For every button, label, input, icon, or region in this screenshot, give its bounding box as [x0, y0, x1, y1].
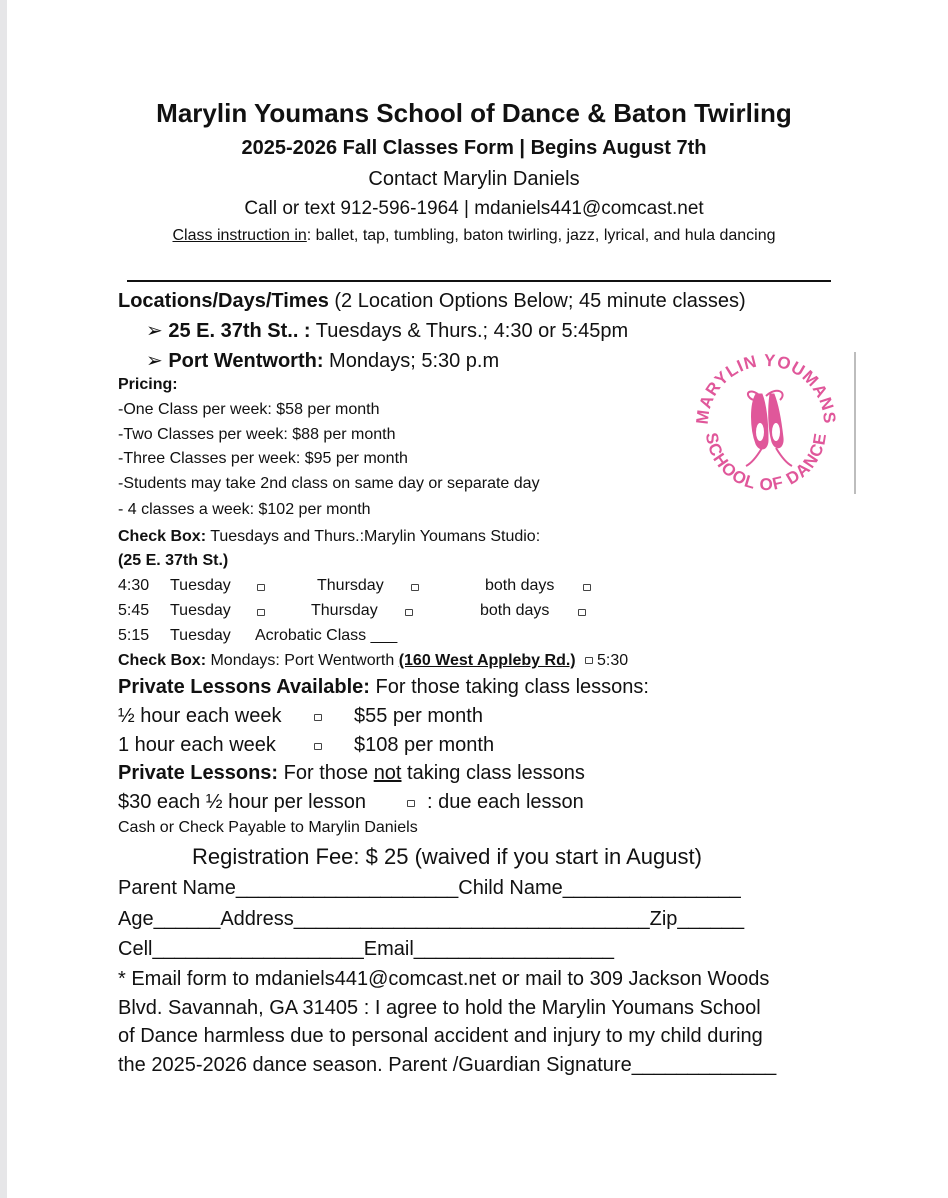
- schedule-time: 4:30: [118, 577, 150, 594]
- private-option-row: [118, 734, 495, 757]
- acro-row: [118, 627, 398, 645]
- schedule-row: [118, 577, 555, 595]
- schedule-day: both days: [480, 602, 550, 619]
- schedule-row: [118, 602, 550, 620]
- per-lesson-checkbox[interactable]: [407, 800, 415, 807]
- studio-checkbox-line: [118, 528, 540, 546]
- footer-line: * Email form to mdaniels441@comcast.net or mail to 309 Jackson Woods: [118, 968, 770, 990]
- instruction-line: [0, 227, 948, 245]
- logo-top-text: MARYLIN YOUMANS: [692, 352, 840, 426]
- registration-fee: Registration Fee: $ 25 (waived if you start in August): [192, 844, 702, 869]
- private-option-label: $30 each ½ hour per lesson: [118, 791, 366, 813]
- private-option-price: $55 per month: [354, 705, 483, 727]
- instruction-text: : ballet, tap, tumbling, baton twirling, jazz, lyrical, and hula dancing: [306, 227, 776, 244]
- footer-line: of Dance harmless due to personal accident and injury to my child during: [118, 1025, 763, 1047]
- private-heading: Private Lessons Available:: [118, 676, 370, 698]
- page-title: Marylin Youmans School of Dance & Baton Twirling: [156, 98, 792, 128]
- private-heading-2-not: not: [373, 762, 402, 784]
- thursday-430-checkbox[interactable]: [411, 584, 419, 591]
- location-1: [146, 318, 628, 343]
- acro-time: 5:15: [118, 627, 150, 644]
- private-heading-2: Private Lessons:: [118, 762, 279, 784]
- both-days-545-checkbox[interactable]: [578, 609, 586, 616]
- form-row-address: [118, 908, 744, 931]
- school-logo: [684, 352, 856, 494]
- studio-address-text: (25 E. 37th St.): [118, 552, 229, 569]
- thursday-545-checkbox[interactable]: [405, 609, 413, 616]
- private-option-price: $108 per month: [354, 734, 495, 756]
- zip-field[interactable]: Zip______: [649, 908, 745, 930]
- pricing-item: -Three Classes per week: $95 per month: [118, 450, 408, 467]
- port-checkbox-line: [118, 652, 628, 670]
- private-option-label: 1 hour each week: [118, 734, 276, 756]
- pricing-item: -One Class per week: $58 per month: [118, 401, 380, 418]
- schedule-day: Thursday: [311, 602, 378, 619]
- private-heading-2-text: taking class lessons: [401, 762, 585, 784]
- page-subtitle: 2025-2026 Fall Classes Form | Begins August 7th: [241, 137, 707, 159]
- contact-line: Contact Marylin Daniels: [368, 168, 580, 190]
- both-days-430-checkbox[interactable]: [583, 584, 591, 591]
- logo-bottom-text: SCHOOL OF DANCE: [701, 431, 831, 494]
- age-field[interactable]: Age______: [118, 908, 221, 930]
- phone-email-line: Call or text 912-596-1964 | mdaniels441@comcast.net: [244, 198, 704, 219]
- private-option-label: ½ hour each week: [118, 705, 282, 727]
- ballet-shoes-icon: [746, 391, 792, 466]
- tuesday-545-checkbox[interactable]: [257, 609, 265, 616]
- locations-note: (2 Location Options Below; 45 minute classes): [328, 290, 746, 312]
- acro-class-field[interactable]: Acrobatic Class ___: [255, 627, 398, 644]
- arrow-icon: ➢: [146, 320, 163, 342]
- form-row-contact: [118, 938, 614, 961]
- tuesday-430-checkbox[interactable]: [257, 584, 265, 591]
- logo-seal: [684, 352, 852, 494]
- schedule-day: both days: [485, 577, 555, 594]
- arrow-icon: ➢: [146, 350, 163, 372]
- location-2-text: Mondays; 5:30 p.m: [323, 350, 500, 372]
- half-hour-weekly-checkbox[interactable]: [314, 714, 322, 721]
- form-row-names: [118, 877, 741, 900]
- port-checkbox-text: Mondays: Port Wentworth: [206, 652, 399, 669]
- location-2: [146, 348, 499, 373]
- location-1-label: 25 E. 37th St.. :: [168, 320, 311, 342]
- schedule-day: Tuesday: [170, 577, 231, 594]
- cell-field[interactable]: Cell___________________: [118, 938, 364, 960]
- port-530-checkbox[interactable]: [585, 657, 593, 664]
- private-heading-2-text: For those: [278, 762, 374, 784]
- private-option-suffix: : due each lesson: [427, 791, 584, 813]
- locations-heading: Locations/Days/Times: [118, 290, 329, 312]
- pricing-item: -Two Classes per week: $88 per month: [118, 426, 396, 443]
- divider-rule: [127, 280, 831, 282]
- private-lessons-line-2: [118, 762, 585, 785]
- email-field[interactable]: Email__________________: [363, 938, 615, 960]
- port-address: (160 West Appleby Rd.): [398, 652, 576, 669]
- private-heading-text: For those taking class lessons:: [369, 676, 649, 698]
- schedule-time: 5:45: [118, 602, 150, 619]
- location-2-label: Port Wentworth:: [168, 350, 324, 372]
- child-name-field[interactable]: Child Name________________: [458, 877, 741, 899]
- location-1-text: Tuesdays & Thurs.; 4:30 or 5:45pm: [310, 320, 629, 342]
- address-field[interactable]: Address________________________________: [220, 908, 650, 930]
- private-lessons-line: [118, 676, 649, 699]
- port-checkbox-label: Check Box:: [118, 652, 207, 669]
- studio-checkbox-text: Tuesdays and Thurs.:Marylin Youmans Studio:: [206, 528, 541, 545]
- private-option-row: [118, 705, 483, 728]
- parent-name-field[interactable]: Parent Name____________________: [118, 877, 459, 899]
- studio-checkbox-label: Check Box:: [118, 528, 207, 545]
- schedule-day: Thursday: [317, 577, 384, 594]
- instruction-label: Class instruction in: [172, 227, 307, 244]
- payable-line: Cash or Check Payable to Marylin Daniels: [118, 819, 418, 836]
- pricing-item: - 4 classes a week: $102 per month: [118, 501, 371, 518]
- studio-address: [118, 552, 228, 570]
- signature-line[interactable]: the 2025-2026 dance season. Parent /Guardian Signature_____________: [118, 1054, 777, 1076]
- port-time: 5:30: [596, 652, 629, 669]
- pricing-heading-text: Pricing:: [118, 376, 178, 393]
- footer-line: Blvd. Savannah, GA 31405 : I agree to hold the Marylin Youmans School: [118, 997, 761, 1019]
- locations-line: [118, 290, 746, 313]
- schedule-day: Tuesday: [170, 602, 231, 619]
- acro-day: Tuesday: [170, 627, 231, 644]
- one-hour-weekly-checkbox[interactable]: [314, 743, 322, 750]
- pricing-item: -Students may take 2nd class on same day or separate day: [118, 475, 540, 492]
- pricing-heading: [118, 376, 178, 394]
- private-option-row: [118, 791, 584, 814]
